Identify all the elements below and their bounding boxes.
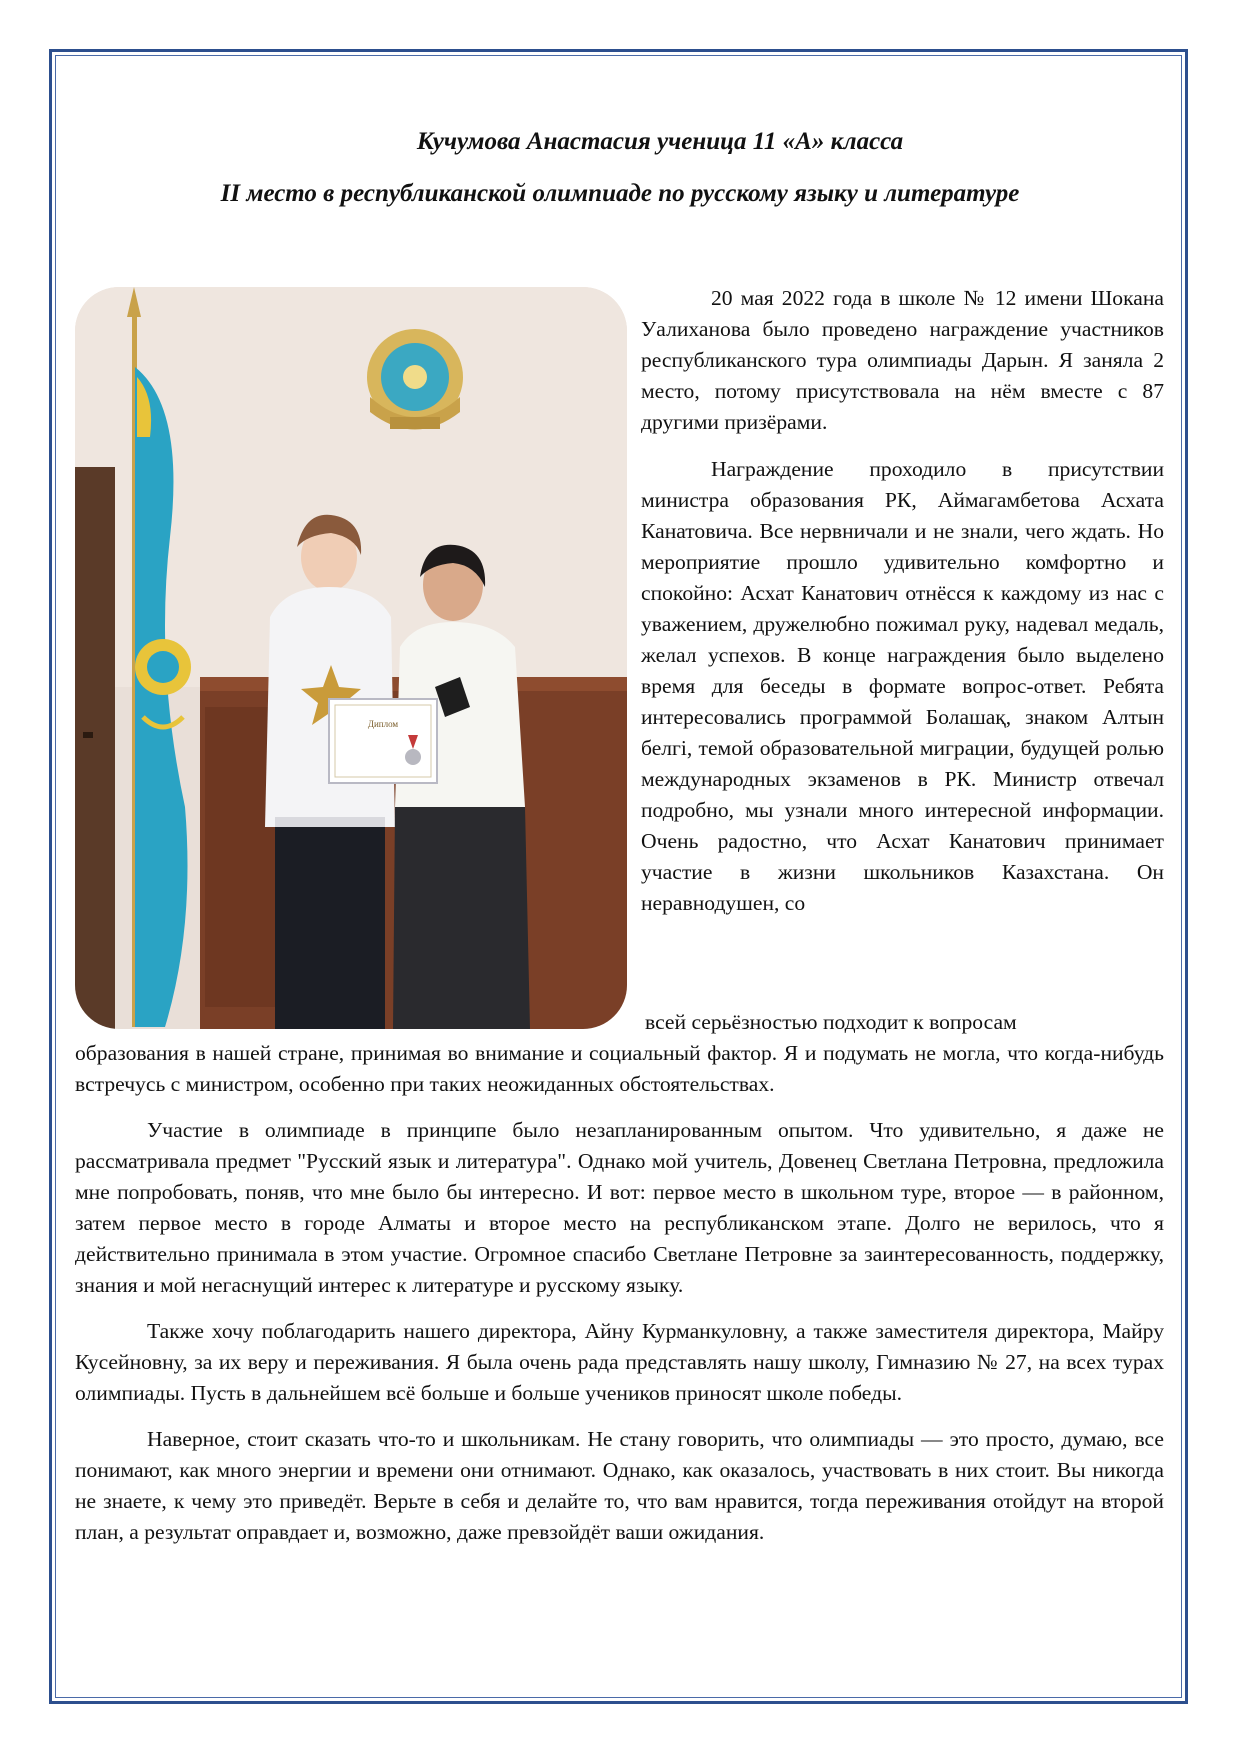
emblem-icon — [367, 329, 463, 430]
paragraph-5: Наверное, стоит сказать что-то и школьникам. Не стану говорить, что олимпиады — это просто, думаю, все понимают, как много энергии и времени они отнимают. Однако, как оказалось, участвовать в них стоит. Вы никогда не знаете, к чему это приведёт. Верьте в себя и делайте то, что вам нравится, тогда переживания отойдут на второй план, а результат оправдает и, возможно, даже превзойдёт ваши ожидания. — [75, 1427, 1164, 1544]
paragraph-2-tail: всей серьёзностью подходит к вопросам — [645, 1010, 1017, 1034]
diploma — [329, 699, 437, 783]
paragraph-2-column: Награждение проходило в присутствии министра образования РК, Аймагамбетова Асхата Канатовича. Все нервничали и не знали, чего ждать. Но мероприятие прошло удивительно комфортно и спокойно: Асхат Канатович отнёсся к каждому из нас с уважением, дружелюбно пожимал руку, надевал медаль, желал успехов. В конце награждения было выделено время для беседы в формате вопрос-ответ. Ребята интересовались программой Болашақ, знаком Алтын белгі, темой образовательной миграции, будущей ролью международных экзаменов в РК. Министр отвечал подробно, мы узнали много интересной информации. Очень радостно, что Асхат Канатович принимает участие в жизни школьников Казахстана. Он неравнодушен, со — [641, 457, 1164, 915]
text-column-right — [641, 283, 1164, 935]
title-student-name: Кучумова Анастасия ученица 11 «А» класса — [416, 128, 904, 155]
paragraph-1: 20 мая 2022 года в школе № 12 имени Шокана Уалиханова было проведено награждение участников республиканского тура олимпиады Дарын. Я заняла 2 место, потому присутствовала на нём вместе с 87 другими призёрами. — [641, 286, 1164, 434]
diploma-label: Диплом — [367, 719, 399, 729]
title-achievement: II место в республиканской олимпиаде по русскому языку и литературе — [220, 180, 1020, 207]
text-body-full — [75, 1010, 1164, 1563]
paragraph-4: Также хочу поблагодарить нашего директора, Айну Курманкуловну, а также заместителя директора, Майру Кусейновну, за их веру и переживания. Я была очень рада представлять нашу школу, Гимназию № 27, на всех турах олимпиады. Пусть в дальнейшем всё больше и больше учеников приносят школе победы. — [75, 1319, 1164, 1405]
paragraph-3: Участие в олимпиаде в принципе было незапланированным опытом. Что удивительно, я даже не рассматривала предмет "Русский язык и литература". Однако мой учитель, Довенец Светлана Петровна, предложила мне попробовать, поняв, что мне было бы интересно. И вот: первое место в школьном туре, второе — в районном, затем первое место в городе Алматы и второе место на республиканском этапе. Долго не верилось, что я действительно принимала в этом участие. Огромное спасибо Светлане Петровне за заинтересованность, поддержку, знания и мой негаснущий интерес к литературе и русскому языку. — [75, 1118, 1164, 1297]
award-photo — [75, 287, 627, 1029]
paragraph-2-full: образования в нашей стране, принимая во внимание и социальный фактор. Я и подумать не могла, что когда-нибудь встречусь с министром, особенно при таких неожиданных обстоятельствах. — [75, 1041, 1164, 1096]
